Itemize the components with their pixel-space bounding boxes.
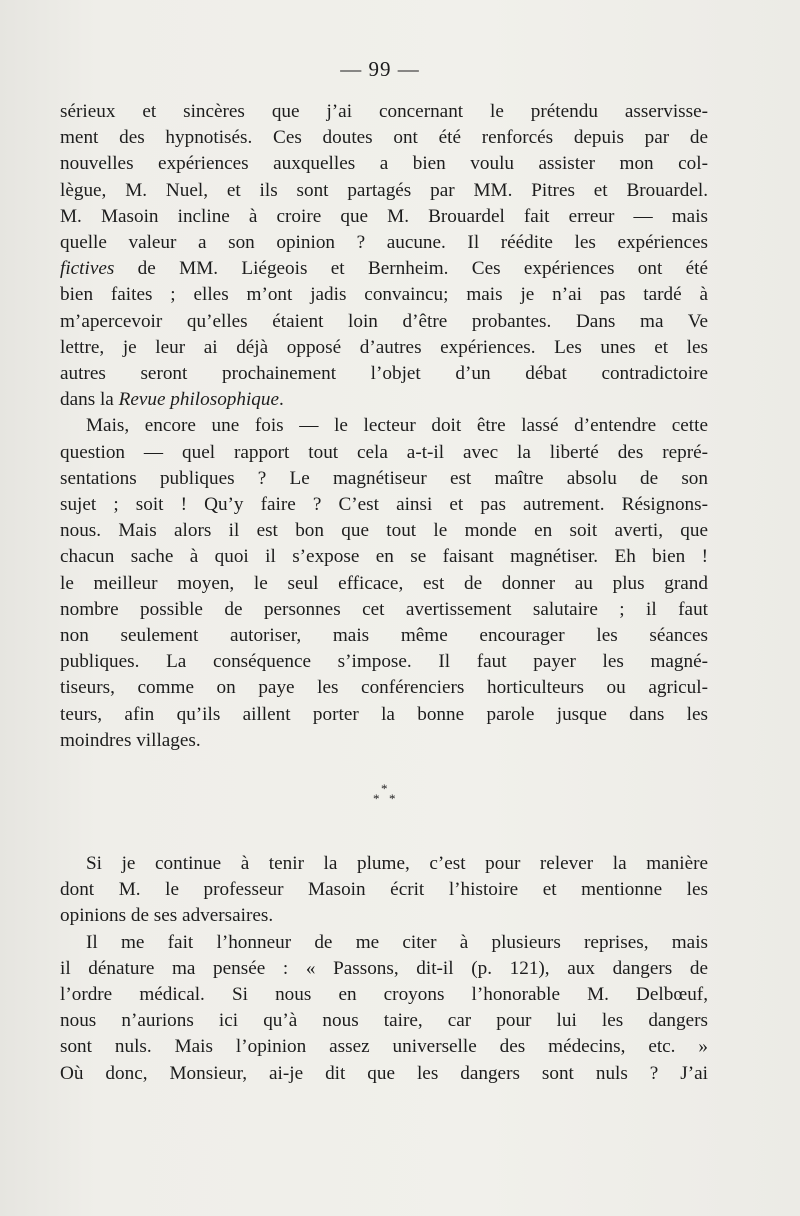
text-block-bottom bbox=[60, 851, 708, 1087]
text-line: sérieux et sincères que j’ai concernant le prétendu asservisse- bbox=[60, 101, 708, 122]
text-line: lettre, je leur ai déjà opposé d’autres expériences. Les unes et les bbox=[60, 336, 708, 358]
text-line: lègue, M. Nuel, et ils sont partagés par MM. Pitres et Brouardel. bbox=[60, 179, 708, 201]
text-line: l’ordre médical. Si nous en croyons l’honorable M. Delbœuf, bbox=[60, 984, 708, 1006]
text-line: non seulement autoriser, mais même encourager les séances bbox=[60, 625, 708, 647]
text-line: Si je continue à tenir la plume, c’est pour relever la manière bbox=[86, 853, 708, 874]
text-line: question — quel rapport tout cela a-t-il avec la liberté des repré- bbox=[60, 441, 708, 463]
text-run: dans la bbox=[60, 389, 119, 411]
text-line: nous. Mais alors il est bon que tout le monde en soit averti, que bbox=[60, 520, 708, 542]
text-line bbox=[60, 256, 708, 282]
text-line: sujet ; soit ! Qu’y faire ? C’est ainsi et pas autrement. Résignons- bbox=[60, 494, 708, 516]
asterisk: * bbox=[373, 791, 380, 806]
asterism-separator bbox=[367, 782, 407, 812]
text-line: dont M. le professeur Masoin écrit l’histoire et mentionne les bbox=[60, 879, 708, 901]
text-run: . bbox=[279, 389, 284, 411]
text-line: le meilleur moyen, le seul efficace, est de donner au plus grand bbox=[60, 572, 708, 594]
text-line: nouvelles expériences auxquelles a bien voulu assister mon col- bbox=[60, 153, 708, 175]
text-line: moindres villages. bbox=[60, 729, 201, 751]
text-line: Mais, encore une fois — le lecteur doit être lassé d’entendre cette bbox=[86, 415, 708, 437]
text-line: nombre possible de personnes cet avertissement salutaire ; il faut bbox=[60, 598, 708, 620]
text-line: chacun sache à quoi il s’expose en se faisant magnétiser. Eh bien ! bbox=[60, 546, 708, 568]
text-line: m’apercevoir qu’elles étaient loin d’être probantes. Dans ma Ve bbox=[60, 310, 708, 332]
paragraph-citation bbox=[60, 930, 708, 1087]
italic-journal-title: Revue philosophique bbox=[118, 389, 280, 411]
text-line: sont nuls. Mais l’opinion assez universelle des médecins, etc. » bbox=[60, 1036, 708, 1058]
text-line: ment des hypnotisés. Ces doutes ont été renforcés depuis par de bbox=[60, 127, 708, 149]
text-line: bien faites ; elles m’ont jadis convaincu; mais je n’ai pas tardé à bbox=[60, 284, 708, 306]
paragraph-publiques bbox=[60, 413, 708, 754]
text-run: de MM. Liégeois et Bernheim. Ces expériences ont été bbox=[114, 258, 708, 280]
text-line: Où donc, Monsieur, ai-je dit que les dangers sont nuls ? J’ai bbox=[60, 1062, 708, 1084]
italic-fictives: fictives bbox=[60, 258, 115, 280]
text-line: nous n’aurions ici qu’à nous taire, car pour lui les dangers bbox=[60, 1010, 708, 1032]
text-line: opinions de ses adversaires. bbox=[60, 905, 274, 927]
page-number: — 99 — bbox=[340, 57, 420, 81]
text-line: sentations publiques ? Le magnétiseur est maître absolu de son bbox=[60, 467, 708, 489]
text-line: autres seront prochainement l’objet d’un débat contradictoire bbox=[60, 363, 708, 385]
paragraph-continuation bbox=[60, 99, 708, 413]
text-line bbox=[60, 387, 708, 413]
text-line: Il me fait l’honneur de me citer à plusieurs reprises, mais bbox=[86, 931, 708, 953]
text-line: quelle valeur a son opinion ? aucune. Il réédite les expériences bbox=[60, 232, 708, 254]
text-line: tiseurs, comme on paye les conférenciers horticulteurs ou agricul- bbox=[60, 677, 708, 699]
asterisk: * bbox=[381, 781, 388, 796]
text-line: publiques. La conséquence s’impose. Il faut payer les magné- bbox=[60, 651, 708, 673]
paragraph-masoin-history bbox=[60, 851, 708, 930]
text-line: M. Masoin incline à croire que M. Brouardel fait erreur — mais bbox=[60, 205, 708, 227]
text-line: il dénature ma pensée : « Passons, dit-il (p. 121), aux dangers de bbox=[60, 957, 708, 979]
asterisk: * bbox=[389, 791, 396, 806]
text-line: teurs, afin qu’ils aillent porter la bonne parole jusque dans les bbox=[60, 703, 708, 725]
text-block-top bbox=[60, 99, 708, 754]
